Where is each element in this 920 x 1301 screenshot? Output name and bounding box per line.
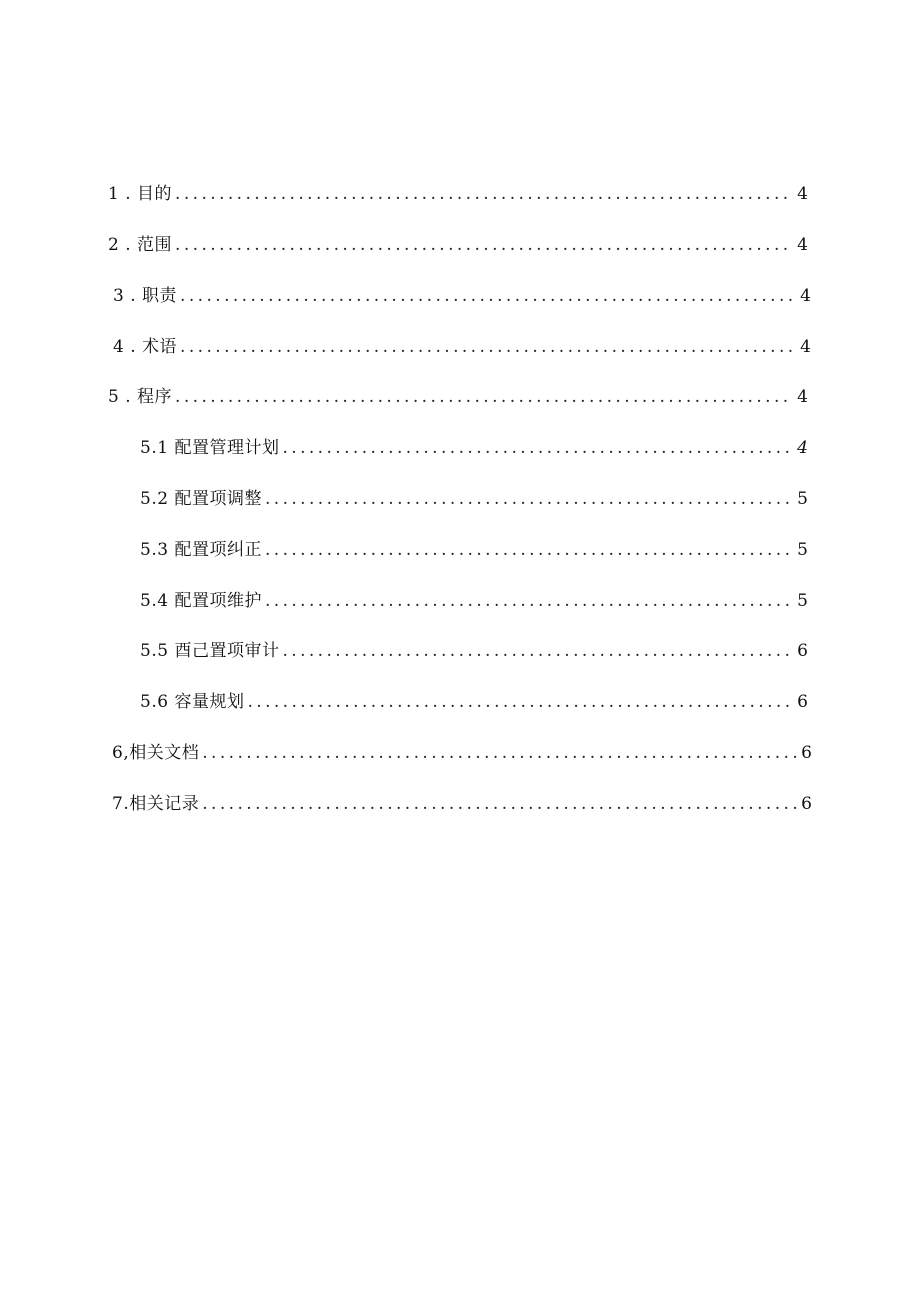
dot-leader	[244, 690, 793, 714]
dot-leader	[177, 335, 796, 359]
dot-leader	[262, 538, 793, 562]
toc-entry-config-adjust[interactable]	[140, 487, 808, 511]
toc-entry-label: 5.3 配置项纠正	[140, 540, 262, 560]
toc-entry-page: 6	[797, 692, 808, 712]
toc-entry-label: 5.6 容量规划	[140, 692, 245, 712]
toc-entry-page: 6	[801, 794, 812, 814]
toc-entry-related-records[interactable]	[112, 792, 812, 816]
toc-entry-page: 4	[800, 337, 811, 357]
dot-leader	[172, 385, 793, 409]
toc-entry-label: 5.1 配置管理计划	[140, 438, 280, 458]
toc-entry-responsibilities[interactable]	[113, 284, 811, 308]
toc-entry-label: 7.相关记录	[112, 794, 200, 814]
toc-entry-terms[interactable]	[113, 335, 811, 359]
toc-entry-page: 4	[800, 286, 811, 306]
toc-entry-purpose[interactable]	[108, 182, 808, 206]
dot-leader	[199, 741, 797, 765]
toc-entry-label: 5 . 程序	[108, 387, 173, 407]
toc-entry-config-correct[interactable]	[140, 538, 808, 562]
toc-entry-label: 6,相关文档	[112, 743, 200, 763]
toc-entry-page: 5	[797, 591, 808, 611]
toc-entry-label: 2 . 范围	[108, 235, 173, 255]
toc-entry-page: 4	[797, 235, 808, 255]
dot-leader	[177, 284, 796, 308]
toc-entry-scope[interactable]	[108, 233, 808, 257]
toc-entry-config-audit[interactable]	[140, 639, 808, 663]
toc-entry-label: 5.5 酉己置项审计	[140, 641, 280, 661]
dot-leader	[172, 233, 793, 257]
toc-entry-capacity-plan[interactable]	[140, 690, 808, 714]
toc-entry-procedure[interactable]	[108, 385, 808, 409]
dot-leader	[199, 792, 797, 816]
toc-entry-label: 3 . 职责	[113, 286, 178, 306]
dot-leader	[172, 182, 793, 206]
toc-entry-page: 6	[801, 743, 812, 763]
toc-entry-label: 5.2 配置项调整	[140, 489, 262, 509]
toc-entry-page: 4	[797, 387, 808, 407]
toc-entry-label: 1 . 目的	[108, 184, 173, 204]
toc-entry-page: 4	[797, 438, 808, 458]
toc-entry-label: 5.4 配置项维护	[140, 591, 262, 611]
toc-entry-page: 5	[797, 489, 808, 509]
toc-entry-config-plan[interactable]	[140, 436, 808, 460]
dot-leader	[279, 436, 793, 460]
dot-leader	[262, 589, 793, 613]
toc-entry-label: 4 . 术语	[113, 337, 178, 357]
toc-entry-page: 6	[797, 641, 808, 661]
toc-entry-config-maintain[interactable]	[140, 589, 808, 613]
dot-leader	[262, 487, 793, 511]
toc-entry-related-docs[interactable]	[112, 741, 812, 765]
toc-entry-page: 4	[797, 184, 808, 204]
toc-entry-page: 5	[797, 540, 808, 560]
dot-leader	[279, 639, 793, 663]
